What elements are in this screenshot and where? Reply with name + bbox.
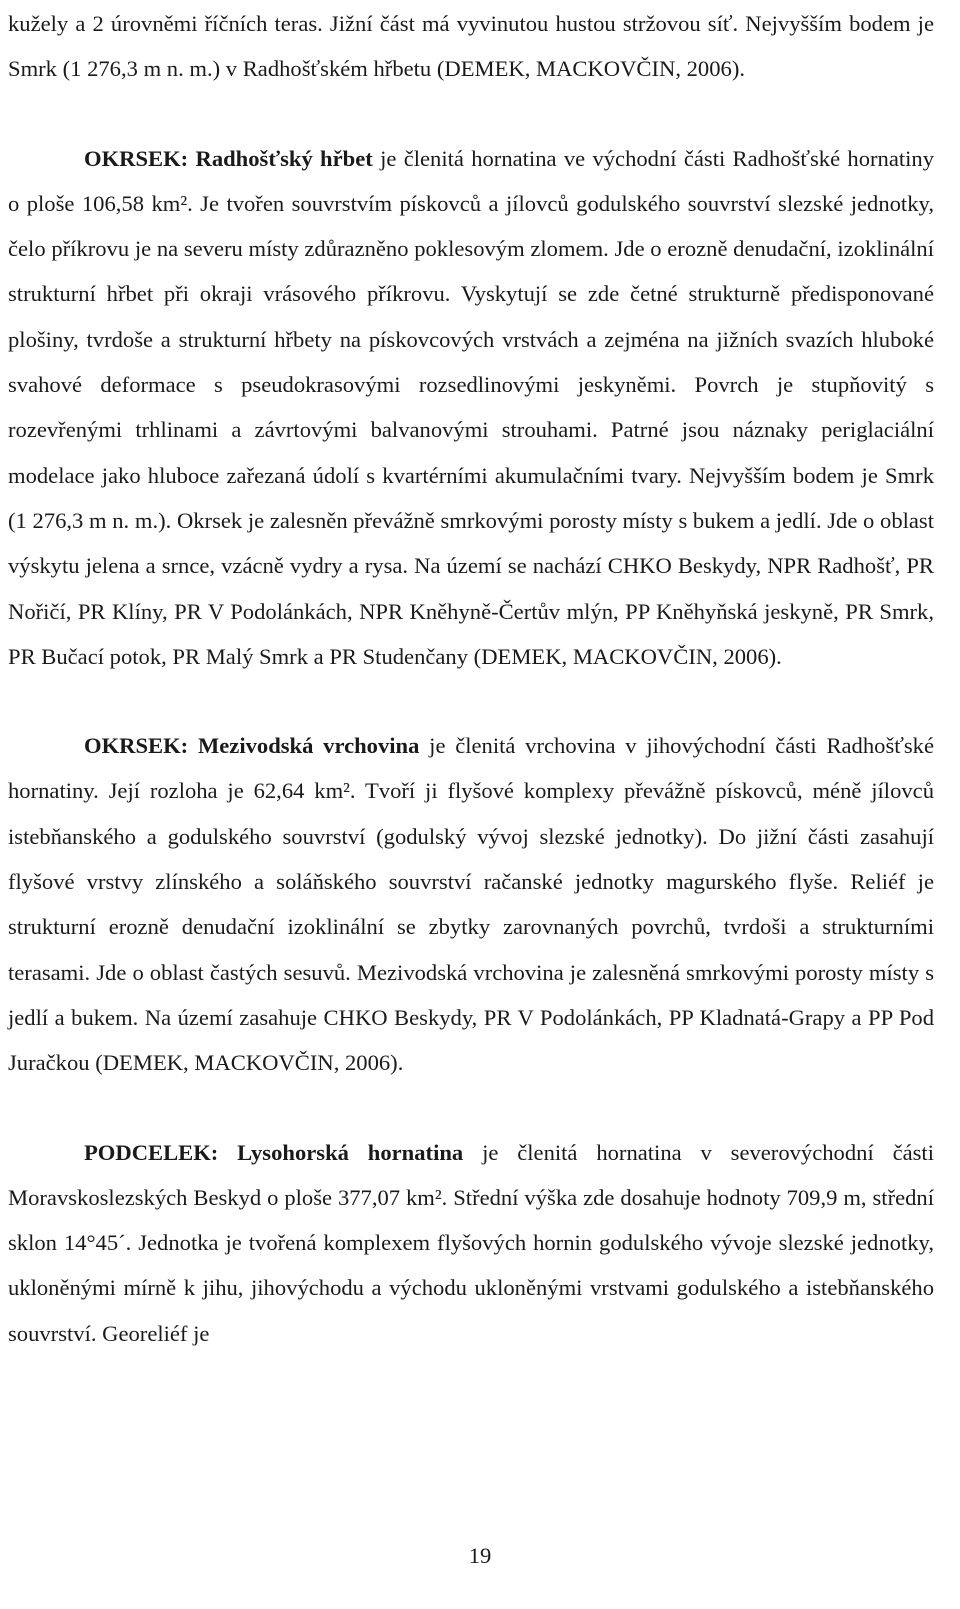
section-lysohorska-hornatina	[8, 1130, 934, 1356]
page-number: 19	[468, 1543, 492, 1568]
section-heading: OKRSEK: Mezivodská vrchovina	[84, 733, 420, 759]
intro-paragraph: kužely a 2 úrovněmi říčních teras. Jižní část má vyvinutou hustou stržovou síť. Nejvyšším bodem je Smrk (1 276,3 m n. m.) v Radhošťském hřbetu (DEMEK, MACKOVČIN, 2006).	[8, 11, 934, 82]
section-mezivodska-vrchovina	[8, 723, 934, 1085]
section-heading: OKRSEK: Radhošťský hřbet	[84, 145, 373, 171]
document-page	[8, 0, 934, 1356]
section-body: je členitá vrchovina v jihovýchodní části Radhošťské hornatiny. Její rozloha je 62,64 km². Tvoří ji flyšové komplexy převážně pískovců, méně jílovců istebňanského a godulského souvrství (godulský vývoj slezské jednotky). Do jižní části zasahují flyšové vrstvy zlínského a soláňského souvrství račanské jednotky magurského flyše. Reliéf je strukturní erozně denudační izoklinální se zbytky zarovnaných povrchů, tvrdoši a strukturními terasami. Jde o oblast častých sesuvů. Mezivodská vrchovina je zalesněná smrkovými porosty místy s jedlí a bukem. Na území zasahuje CHKO Beskydy, PR V Podolánkách, PP Kladnatá-Grapy a PP Pod Juračkou (DEMEK, MACKOVČIN, 2006).	[8, 733, 935, 1076]
section-body: je členitá hornatina ve východní části Radhošťské hornatiny o ploše 106,58 km². Je tvořen souvrstvím pískovců a jílovců godulského souvrství slezské jednotky, čelo příkrovu je na severu místy zdůrazněno poklesovým zlomem. Jde o erozně denudační, izoklinální strukturní hřbet při okraji vrásového příkrovu. Vyskytují se zde četné strukturně předisponované plošiny, tvrdoše a strukturní hřbety na pískovcových vrstvách a zejména na jižních svazích hluboké svahové deformace s pseudokrasovými rozsedlinovými jeskyněmi. Povrch je stupňovitý s rozevřenými trhlinami a závrtovými balvanovými strouhami. Patrné jsou náznaky periglaciální modelace jako hluboce zařezaná údolí s kvartérními akumulačními tvary. Nejvyšším bodem je Smrk (1 276,3 m n. m.). Okrsek je zalesněn převážně smrkovými porosty místy s bukem a jedlí. Jde o oblast výskytu jelena a srnce, vzácně vydry a rysa. Na území se nachází CHKO Beskydy, NPR Radhošť, PR Nořičí, PR Klíny, PR V Podolánkách, NPR Kněhyně-Čertův mlýn, PP Kněhyňská jeskyně, PR Smrk, PR Bučací potok, PR Malý Smrk a PR Studenčany (DEMEK, MACKOVČIN, 2006).	[8, 145, 934, 669]
section-heading: PODCELEK: Lysohorská hornatina	[84, 1139, 464, 1165]
section-body: je členitá hornatina v severovýchodní části Moravskoslezských Beskyd o ploše 377,07 km². Střední výška zde dosahuje hodnoty 709,9 m, střední sklon 14°45´. Jednotka je tvořená komplexem flyšových hornin godulského vývoje slezské jednotky, ukloněnými mírně k jihu, jihovýchodu a východu ukloněnými vrstvami godulského a istebňanského souvrství. Georeliéf je	[8, 1139, 934, 1346]
section-radhostsky-hrbet	[8, 136, 934, 680]
